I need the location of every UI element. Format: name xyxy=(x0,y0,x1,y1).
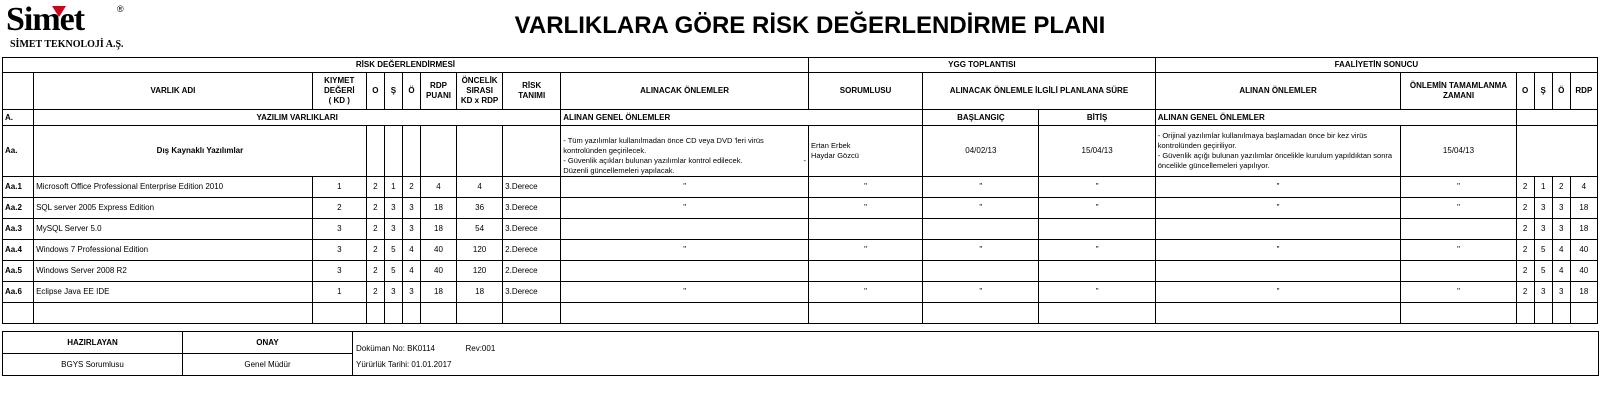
row-alinacak xyxy=(561,261,809,282)
col-risk-line2: TANIMI xyxy=(518,91,546,100)
row-alinan: " xyxy=(1155,177,1401,198)
row-o2: 2 xyxy=(1516,282,1534,303)
empty-row xyxy=(3,303,1598,324)
row-s2: 5 xyxy=(1534,261,1552,282)
row-risk: 3.Derece xyxy=(503,219,561,240)
row-kd: 1 xyxy=(312,282,366,303)
row-tamamlanma: " xyxy=(1401,177,1516,198)
row-name: Eclipse Java EE IDE xyxy=(34,282,313,303)
row-s: 5 xyxy=(384,240,402,261)
col-varlik-adi: VARLIK ADI xyxy=(34,73,313,110)
footer-onay-value: Genel Müdür xyxy=(183,354,353,376)
row-baslangic: " xyxy=(923,198,1039,219)
col-o: O xyxy=(366,73,384,110)
col-o2: O xyxy=(1516,73,1534,110)
row-s: 3 xyxy=(384,198,402,219)
row-bitis: " xyxy=(1039,198,1155,219)
row-oo2: 4 xyxy=(1552,240,1570,261)
col-risk xyxy=(503,73,561,110)
row-oo: 4 xyxy=(402,261,420,282)
row-s2: 1 xyxy=(1534,177,1552,198)
row-oo2: 3 xyxy=(1552,198,1570,219)
col-oncelik-line2: SIRASI xyxy=(466,86,493,95)
col-rdp2: RDP xyxy=(1570,73,1597,110)
row-o2: 2 xyxy=(1516,198,1534,219)
row-tamamlanma: " xyxy=(1401,282,1516,303)
row-o2: 2 xyxy=(1516,177,1534,198)
row-s2: 3 xyxy=(1534,282,1552,303)
row-s: 1 xyxy=(384,177,402,198)
row-alinan xyxy=(1155,219,1401,240)
row-rdp2: 4 xyxy=(1570,177,1597,198)
subsection-code: Aa. xyxy=(3,126,34,177)
row-o: 2 xyxy=(366,177,384,198)
logo-company-name: SİMET TEKNOLOJİ A.Ş. xyxy=(10,39,124,50)
row-name: Windows 7 Professional Edition xyxy=(34,240,313,261)
group-header-row xyxy=(3,58,1598,73)
subsection-tamamlanma: 15/04/13 xyxy=(1401,126,1516,177)
row-rdp: 18 xyxy=(420,282,456,303)
row-o2: 2 xyxy=(1516,261,1534,282)
row-tamamlanma xyxy=(1401,219,1516,240)
section-row xyxy=(3,110,1598,126)
row-rdp2: 18 xyxy=(1570,282,1597,303)
row-risk: 3.Derece xyxy=(503,282,561,303)
col-oncelik xyxy=(457,73,503,110)
row-baslangic: " xyxy=(923,177,1039,198)
table-row xyxy=(3,198,1598,219)
row-rdp2: 40 xyxy=(1570,240,1597,261)
col-alinan: ALINAN ÖNLEMLER xyxy=(1155,73,1401,110)
col-rdp-line2: PUANI xyxy=(426,91,451,100)
alinacak-dash: - xyxy=(803,156,806,165)
row-rdp2: 40 xyxy=(1570,261,1597,282)
risk-plan-table xyxy=(2,57,1598,324)
subsection-alinacak xyxy=(561,126,809,177)
footer-hazirlayan-value: BGYS Sorumlusu xyxy=(3,354,183,376)
row-risk: 2.Derece xyxy=(503,261,561,282)
col-kiymet xyxy=(312,73,366,110)
logo-wordmark: Simet xyxy=(6,1,85,38)
subsection-baslangic: 04/02/13 xyxy=(923,126,1039,177)
subsection-sorumlu xyxy=(808,126,922,177)
row-oncelik: 18 xyxy=(457,282,503,303)
row-code: Aa.6 xyxy=(3,282,34,303)
row-oo: 3 xyxy=(402,282,420,303)
footer-yururluk: Yürürlük Tarihi: 01.01.2017 xyxy=(356,360,452,369)
row-bitis: " xyxy=(1039,177,1155,198)
footer-hazirlayan-label: HAZIRLAYAN xyxy=(3,332,183,354)
col-oncelik-line1: ÖNCELİK xyxy=(461,76,498,85)
row-code: Aa.5 xyxy=(3,261,34,282)
col-s2: Ş xyxy=(1534,73,1552,110)
table-row xyxy=(3,177,1598,198)
row-code: Aa.2 xyxy=(3,198,34,219)
section-baslangic: BAŞLANGIÇ xyxy=(923,110,1039,126)
col-rdp-line1: RDP xyxy=(430,81,447,90)
col-oncelik-line3: KD x RDP xyxy=(460,96,499,105)
row-alinan: " xyxy=(1155,240,1401,261)
row-oncelik: 36 xyxy=(457,198,503,219)
col-rdp xyxy=(420,73,456,110)
subsection-name: Dış Kaynaklı Yazılımlar xyxy=(34,126,367,177)
section-bitis: BİTİŞ xyxy=(1039,110,1155,126)
row-oo2: 2 xyxy=(1552,177,1570,198)
row-oo: 3 xyxy=(402,198,420,219)
row-s: 5 xyxy=(384,261,402,282)
row-alinan xyxy=(1155,261,1401,282)
alinacak-line2: - Güvenlik açıkları bulunan yazılımlar kontrol edilecek. xyxy=(563,156,743,165)
col-oo: Ö xyxy=(402,73,420,110)
row-rdp: 18 xyxy=(420,219,456,240)
row-alinan: " xyxy=(1155,198,1401,219)
table-row xyxy=(3,282,1598,303)
row-o2: 2 xyxy=(1516,240,1534,261)
row-code: Aa.1 xyxy=(3,177,34,198)
row-oo2: 4 xyxy=(1552,261,1570,282)
row-kd: 1 xyxy=(312,177,366,198)
row-name: SQL server 2005 Express Edition xyxy=(34,198,313,219)
row-s2: 5 xyxy=(1534,240,1552,261)
row-sorumlu: " xyxy=(808,198,922,219)
subsection-row xyxy=(3,126,1598,177)
sorumlu-1: Ertan Erbek xyxy=(810,141,851,150)
footer-rev: Rev:001 xyxy=(465,344,496,353)
row-oncelik: 120 xyxy=(457,261,503,282)
table-row xyxy=(3,219,1598,240)
row-bitis: " xyxy=(1039,282,1155,303)
row-alinacak: " xyxy=(561,177,809,198)
logo-registered-mark: ® xyxy=(117,4,124,14)
row-alinacak: " xyxy=(561,198,809,219)
row-oncelik: 4 xyxy=(457,177,503,198)
row-rdp: 4 xyxy=(420,177,456,198)
row-name: Windows Server 2008 R2 xyxy=(34,261,313,282)
row-oo2: 3 xyxy=(1552,282,1570,303)
row-oo: 3 xyxy=(402,219,420,240)
col-sure: ALINACAK ÖNLEMLE İLGİLİ PLANLANA SÜRE xyxy=(923,73,1156,110)
row-alinacak xyxy=(561,219,809,240)
row-s2: 3 xyxy=(1534,219,1552,240)
row-tamamlanma xyxy=(1401,261,1516,282)
column-header-row xyxy=(3,73,1598,110)
row-baslangic: " xyxy=(923,282,1039,303)
row-risk: 2.Derece xyxy=(503,240,561,261)
row-bitis: " xyxy=(1039,240,1155,261)
col-risk-line1: RİSK xyxy=(522,81,542,90)
footer-document-info xyxy=(353,332,1599,376)
row-s2: 3 xyxy=(1534,198,1552,219)
col-s: Ş xyxy=(384,73,402,110)
subsection-bitis: 15/04/13 xyxy=(1039,126,1155,177)
row-sorumlu xyxy=(808,219,922,240)
table-row xyxy=(3,240,1598,261)
row-baslangic: " xyxy=(923,240,1039,261)
row-kd: 3 xyxy=(312,261,366,282)
col-oo2: Ö xyxy=(1552,73,1570,110)
row-name: MySQL Server 5.0 xyxy=(34,219,313,240)
row-sorumlu: " xyxy=(808,177,922,198)
col-tamamlanma xyxy=(1401,73,1516,110)
row-risk: 3.Derece xyxy=(503,198,561,219)
row-o2: 2 xyxy=(1516,219,1534,240)
group-risk-header: RİSK DEĞERLENDİRMESİ xyxy=(3,58,809,73)
alinacak-line1: - Tüm yazılımlar kullanılmadan önce CD veya DVD 'leri virüs kontrolünden geçirilecek. xyxy=(563,136,764,155)
section-name: YAZILIM VARLIKLARI xyxy=(34,110,561,126)
row-tamamlanma: " xyxy=(1401,198,1516,219)
row-rdp: 40 xyxy=(420,261,456,282)
subsection-alinan xyxy=(1155,126,1401,177)
section-genel-alinan-2: ALINAN GENEL ÖNLEMLER xyxy=(1155,110,1516,126)
row-kd: 2 xyxy=(312,198,366,219)
row-tamamlanma: " xyxy=(1401,240,1516,261)
alinan-line2: - Güvenlik açığı bulunan yazılımlar öncelikle kurulum yapıldıktan sonra öncelikle güncellemeleri yapılıyor. xyxy=(1157,151,1393,170)
row-code: Aa.4 xyxy=(3,240,34,261)
row-oo: 4 xyxy=(402,240,420,261)
alinacak-line3: Düzenli güncellemeleri yapılacak. xyxy=(563,166,675,175)
row-code: Aa.3 xyxy=(3,219,34,240)
footer-table xyxy=(2,331,1599,376)
row-sorumlu xyxy=(808,261,922,282)
row-rdp2: 18 xyxy=(1570,219,1597,240)
sorumlu-2: Haydar Gözcü xyxy=(810,151,859,160)
col-sorumlusu: SORUMLUSU xyxy=(808,73,922,110)
row-bitis xyxy=(1039,261,1155,282)
col-tamamlanma-line1: ÖNLEMİN TAMAMLANMA xyxy=(1409,81,1508,90)
col-kiymet-line2: DEĞERİ xyxy=(323,86,355,95)
row-rdp: 40 xyxy=(420,240,456,261)
row-alinacak: " xyxy=(561,240,809,261)
col-tamamlanma-line2: ZAMANI xyxy=(1442,91,1475,100)
row-alinan: " xyxy=(1155,282,1401,303)
section-code: A. xyxy=(3,110,34,126)
row-bitis xyxy=(1039,219,1155,240)
row-rdp2: 18 xyxy=(1570,198,1597,219)
group-faaliyet-header: FAALİYETİN SONUCU xyxy=(1155,58,1597,73)
row-kd: 3 xyxy=(312,219,366,240)
row-oo2: 3 xyxy=(1552,219,1570,240)
row-sorumlu: " xyxy=(808,282,922,303)
col-alinacak: ALINACAK ÖNLEMLER xyxy=(561,73,809,110)
row-s: 3 xyxy=(384,282,402,303)
col-kiymet-line1: KIYMET xyxy=(324,76,355,85)
row-oo: 2 xyxy=(402,177,420,198)
row-alinacak: " xyxy=(561,282,809,303)
section-genel-alinan: ALINAN GENEL ÖNLEMLER xyxy=(561,110,923,126)
row-o: 2 xyxy=(366,219,384,240)
row-name: Microsoft Office Professional Enterprise Edition 2010 xyxy=(34,177,313,198)
row-rdp: 18 xyxy=(420,198,456,219)
row-sorumlu: " xyxy=(808,240,922,261)
row-s: 3 xyxy=(384,219,402,240)
row-o: 2 xyxy=(366,282,384,303)
row-o: 2 xyxy=(366,240,384,261)
alinan-line1: - Orijinal yazılımlar kullanılmaya başlamadan önce bir kez virüs kontrolünden geçiriliyor. xyxy=(1157,131,1368,150)
row-baslangic xyxy=(923,219,1039,240)
row-kd: 3 xyxy=(312,240,366,261)
col-kiymet-line3: ( KD ) xyxy=(328,96,350,105)
row-risk: 3.Derece xyxy=(503,177,561,198)
footer-dokuman-no: Doküman No: BK0114 xyxy=(356,344,436,353)
table-row xyxy=(3,261,1598,282)
page-title: VARLIKLARA GÖRE RİSK DEĞERLENDİRME PLANI xyxy=(514,12,1106,39)
row-o: 2 xyxy=(366,261,384,282)
row-baslangic xyxy=(923,261,1039,282)
row-oncelik: 54 xyxy=(457,219,503,240)
row-oncelik: 120 xyxy=(457,240,503,261)
group-ygg-header: YGG TOPLANTISI xyxy=(808,58,1155,73)
footer-onay-label: ONAY xyxy=(183,332,353,354)
row-o: 2 xyxy=(366,198,384,219)
